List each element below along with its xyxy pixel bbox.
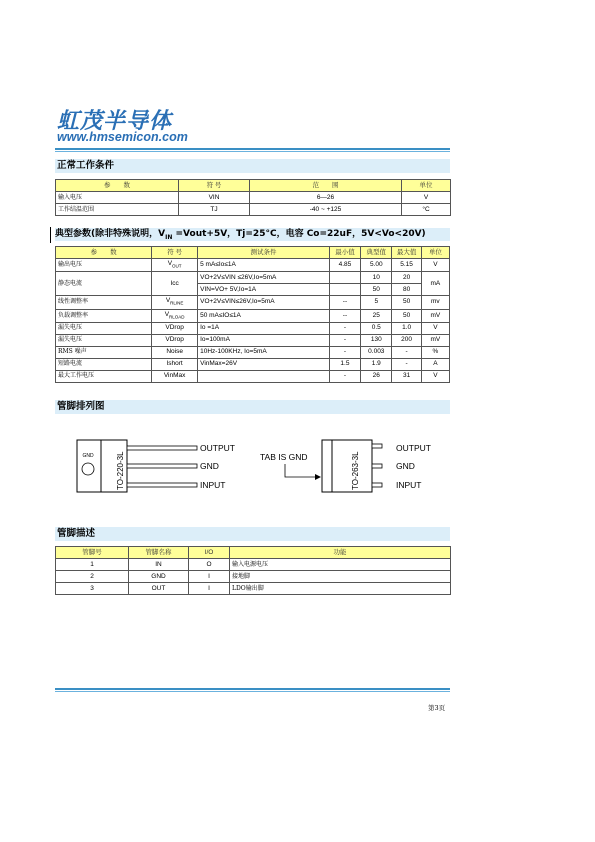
table-cell: 工作结温范围 [56, 204, 179, 216]
header-cell: 管脚号 [56, 547, 129, 559]
table-cell: - [329, 370, 360, 382]
table-row [56, 192, 451, 204]
table-cell: 静态电流 [56, 272, 152, 296]
brand-url: www.hmsemicon.com [57, 130, 188, 144]
header-rule-thin [55, 151, 450, 152]
table-cell: 50 mA≤IO≤1A [198, 309, 330, 322]
table-cell: % [421, 346, 449, 358]
table-cell [152, 296, 198, 309]
symbol: V [165, 297, 171, 305]
table-cell: 5 [361, 296, 392, 309]
header-cell: 参 数 [56, 247, 152, 259]
table-cell: 线性调整率 [56, 296, 152, 309]
table-cell: 漏失电压 [56, 322, 152, 334]
table-cell: 1.0 [392, 322, 421, 334]
symbol: Noise [166, 348, 183, 356]
table-cell: 200 [392, 334, 421, 346]
table-cell: V [421, 259, 449, 272]
table-cell: mV [421, 334, 449, 346]
table-cell: 50 [361, 284, 392, 296]
table-cell: 1 [56, 559, 129, 571]
table-cell: OUT [129, 583, 189, 595]
table-cell: 130 [361, 334, 392, 346]
header-cell: 范 围 [250, 180, 402, 192]
table-header-row [56, 247, 450, 259]
table-row [56, 583, 451, 595]
brand-name: 虹茂半导体 [57, 109, 173, 134]
to263-pin-label: INPUT [396, 480, 422, 490]
table-cell: V [421, 322, 449, 334]
table-cell: 漏失电压 [56, 334, 152, 346]
table-cell: 1.9 [361, 358, 392, 370]
to220-pin-3 [127, 483, 197, 487]
table-cell: 短路电流 [56, 358, 152, 370]
table-row [56, 204, 451, 216]
header-cell: 参 数 [56, 180, 179, 192]
symbol: VDrop [165, 324, 184, 332]
header-cell: 最大值 [392, 247, 421, 259]
table-cell: A [421, 358, 449, 370]
tab-arrow-line [285, 464, 315, 477]
table-cell: -40 ~ +125 [250, 204, 402, 216]
symbol: V [164, 310, 170, 318]
table-cell: 6—26 [250, 192, 402, 204]
table-cell [152, 309, 198, 322]
symbol: Icc [170, 279, 179, 287]
table-cell: V [421, 370, 449, 382]
header-rule [55, 148, 450, 150]
table-cell [152, 322, 198, 334]
typical-params-table [55, 246, 450, 383]
table-cell: Io =1A [198, 322, 330, 334]
table-cell: VO+2V≤VIN≤26V,Io=5mA [198, 296, 330, 309]
table-cell [329, 272, 360, 284]
tab-arrow-head [315, 474, 321, 480]
to263-pin-label: OUTPUT [396, 443, 431, 453]
table-cell: 50 [392, 309, 421, 322]
table-cell: Io=100mA [198, 334, 330, 346]
table-cell: 负载调整率 [56, 309, 152, 322]
table-row [56, 309, 450, 322]
table-cell: 3 [56, 583, 129, 595]
table-cell: - [392, 358, 421, 370]
table-cell [152, 272, 198, 296]
params-title-suffix: =Vout+5V，Tj=25°C，电容 Co=22uF，5V<Vo<20V) [172, 229, 426, 239]
table-header-row [56, 547, 451, 559]
table-cell: I [189, 571, 230, 583]
table-cell: °C [402, 204, 451, 216]
table-cell: 0.5 [361, 322, 392, 334]
symbol-sub: RLINE [170, 300, 184, 306]
to263-pin-1 [372, 444, 382, 448]
table-cell: 接地脚 [230, 571, 451, 583]
table-cell: I [189, 583, 230, 595]
table-cell [152, 259, 198, 272]
header-cell: 最小值 [329, 247, 360, 259]
table-cell: 10 [361, 272, 392, 284]
symbol: V [167, 260, 173, 267]
table-cell [152, 370, 198, 382]
table-cell: - [329, 334, 360, 346]
header-cell: 管脚名称 [129, 547, 189, 559]
table-cell: VinMax=26V [198, 358, 330, 370]
table-cell: 5.15 [392, 259, 421, 272]
table-cell: 20 [392, 272, 421, 284]
table-cell: O [189, 559, 230, 571]
table-cell: LDO输出脚 [230, 583, 451, 595]
section-normal-title: 正常工作条件 [55, 159, 450, 173]
to263-label: TO-263-3L [351, 451, 360, 490]
table-cell: VO+2V≤VIN ≤26V,Io=5mA [198, 272, 330, 284]
to263-pin-label: GND [396, 461, 415, 471]
params-title-prefix: 典型参数(除非特殊说明，V [55, 229, 166, 239]
params-title [55, 228, 450, 241]
to220-hole [82, 463, 94, 475]
table-header-row [56, 180, 451, 192]
table-row [56, 358, 450, 370]
table-row [56, 322, 450, 334]
table-cell: 31 [392, 370, 421, 382]
table-cell: 1.5 [329, 358, 360, 370]
header-cell: 功能 [230, 547, 451, 559]
table-cell: 10Hz-100KHz, Io=5mA [198, 346, 330, 358]
table-row [56, 370, 450, 382]
table-cell: TJ [179, 204, 250, 216]
table-cell: 4.85 [329, 259, 360, 272]
params-title-sub: IN [165, 233, 173, 241]
symbol: VDrop [165, 336, 184, 344]
table-cell: mv [421, 296, 449, 309]
table-cell [152, 346, 198, 358]
page-number: 第3页 [428, 704, 446, 712]
to220-gnd-label: GND [82, 453, 94, 459]
to220-pin-label: INPUT [200, 480, 226, 490]
table-cell: GND [129, 571, 189, 583]
table-cell: 输入电压 [56, 192, 179, 204]
header-cell: 符 号 [179, 180, 250, 192]
table-cell: 25 [361, 309, 392, 322]
header-cell: 单位 [421, 247, 449, 259]
table-cell: 5 mA≤Io≤1A [198, 259, 330, 272]
table-cell: IN [129, 559, 189, 571]
table-cell: -- [329, 309, 360, 322]
table-cell: mA [421, 272, 449, 296]
table-row [56, 346, 450, 358]
symbol: VinMax [163, 372, 186, 380]
table-cell [329, 284, 360, 296]
table-cell: RMS 噪声 [56, 346, 152, 358]
pin-desc-table [55, 546, 451, 595]
table-cell [152, 334, 198, 346]
table-cell [198, 370, 330, 382]
table-cell: - [329, 322, 360, 334]
params-body [56, 259, 450, 383]
to220-pin-label: OUTPUT [200, 443, 235, 453]
table-cell: 0.003 [361, 346, 392, 358]
to220-pin-label: GND [200, 461, 219, 471]
table-cell [152, 358, 198, 370]
table-cell: - [329, 346, 360, 358]
header-cell: I/O [189, 547, 230, 559]
table-cell: 50 [392, 296, 421, 309]
header-cell: 测试条件 [198, 247, 330, 259]
table-cell: 26 [361, 370, 392, 382]
table-cell: V [402, 192, 451, 204]
table-cell: - [392, 346, 421, 358]
footer-rule-thin [55, 691, 450, 692]
normal-conditions-table [55, 179, 451, 216]
to263-pin-3 [372, 483, 382, 487]
to220-pin-1 [127, 446, 197, 450]
to263-tab [322, 440, 332, 492]
table-row [56, 272, 450, 284]
cursor-bar [50, 227, 51, 243]
to220-pin-2 [127, 464, 197, 468]
symbol-sub: OUT [172, 263, 182, 269]
table-row [56, 559, 451, 571]
symbol-sub: RLOAD [169, 313, 185, 319]
table-cell: VIN=VO+ 5V,Io=1A [198, 284, 330, 296]
table-cell: 2 [56, 571, 129, 583]
table-cell: -- [329, 296, 360, 309]
to263-pin-2 [372, 464, 382, 468]
footer-rule [55, 688, 450, 690]
pin-diagram [55, 420, 455, 530]
table-cell: 80 [392, 284, 421, 296]
table-cell: 输出电压 [56, 259, 152, 272]
table-cell: VIN [179, 192, 250, 204]
table-row [56, 259, 450, 272]
symbol: Ishort [166, 360, 183, 368]
section-pin-layout-title: 管脚排列图 [55, 400, 450, 414]
table-cell: 5.00 [361, 259, 392, 272]
table-row [56, 296, 450, 309]
tab-note: TAB IS GND [260, 452, 308, 462]
table-cell: mV [421, 309, 449, 322]
table-cell: 输入电源电压 [230, 559, 451, 571]
table-cell: 最大工作电压 [56, 370, 152, 382]
section-pin-desc-title: 管脚描述 [55, 527, 450, 541]
header-cell: 典型值 [361, 247, 392, 259]
to220-label: TO-220-3L [116, 451, 125, 490]
header-cell: 单位 [402, 180, 451, 192]
table-row [56, 334, 450, 346]
header-cell: 符 号 [152, 247, 198, 259]
table-row [56, 571, 451, 583]
